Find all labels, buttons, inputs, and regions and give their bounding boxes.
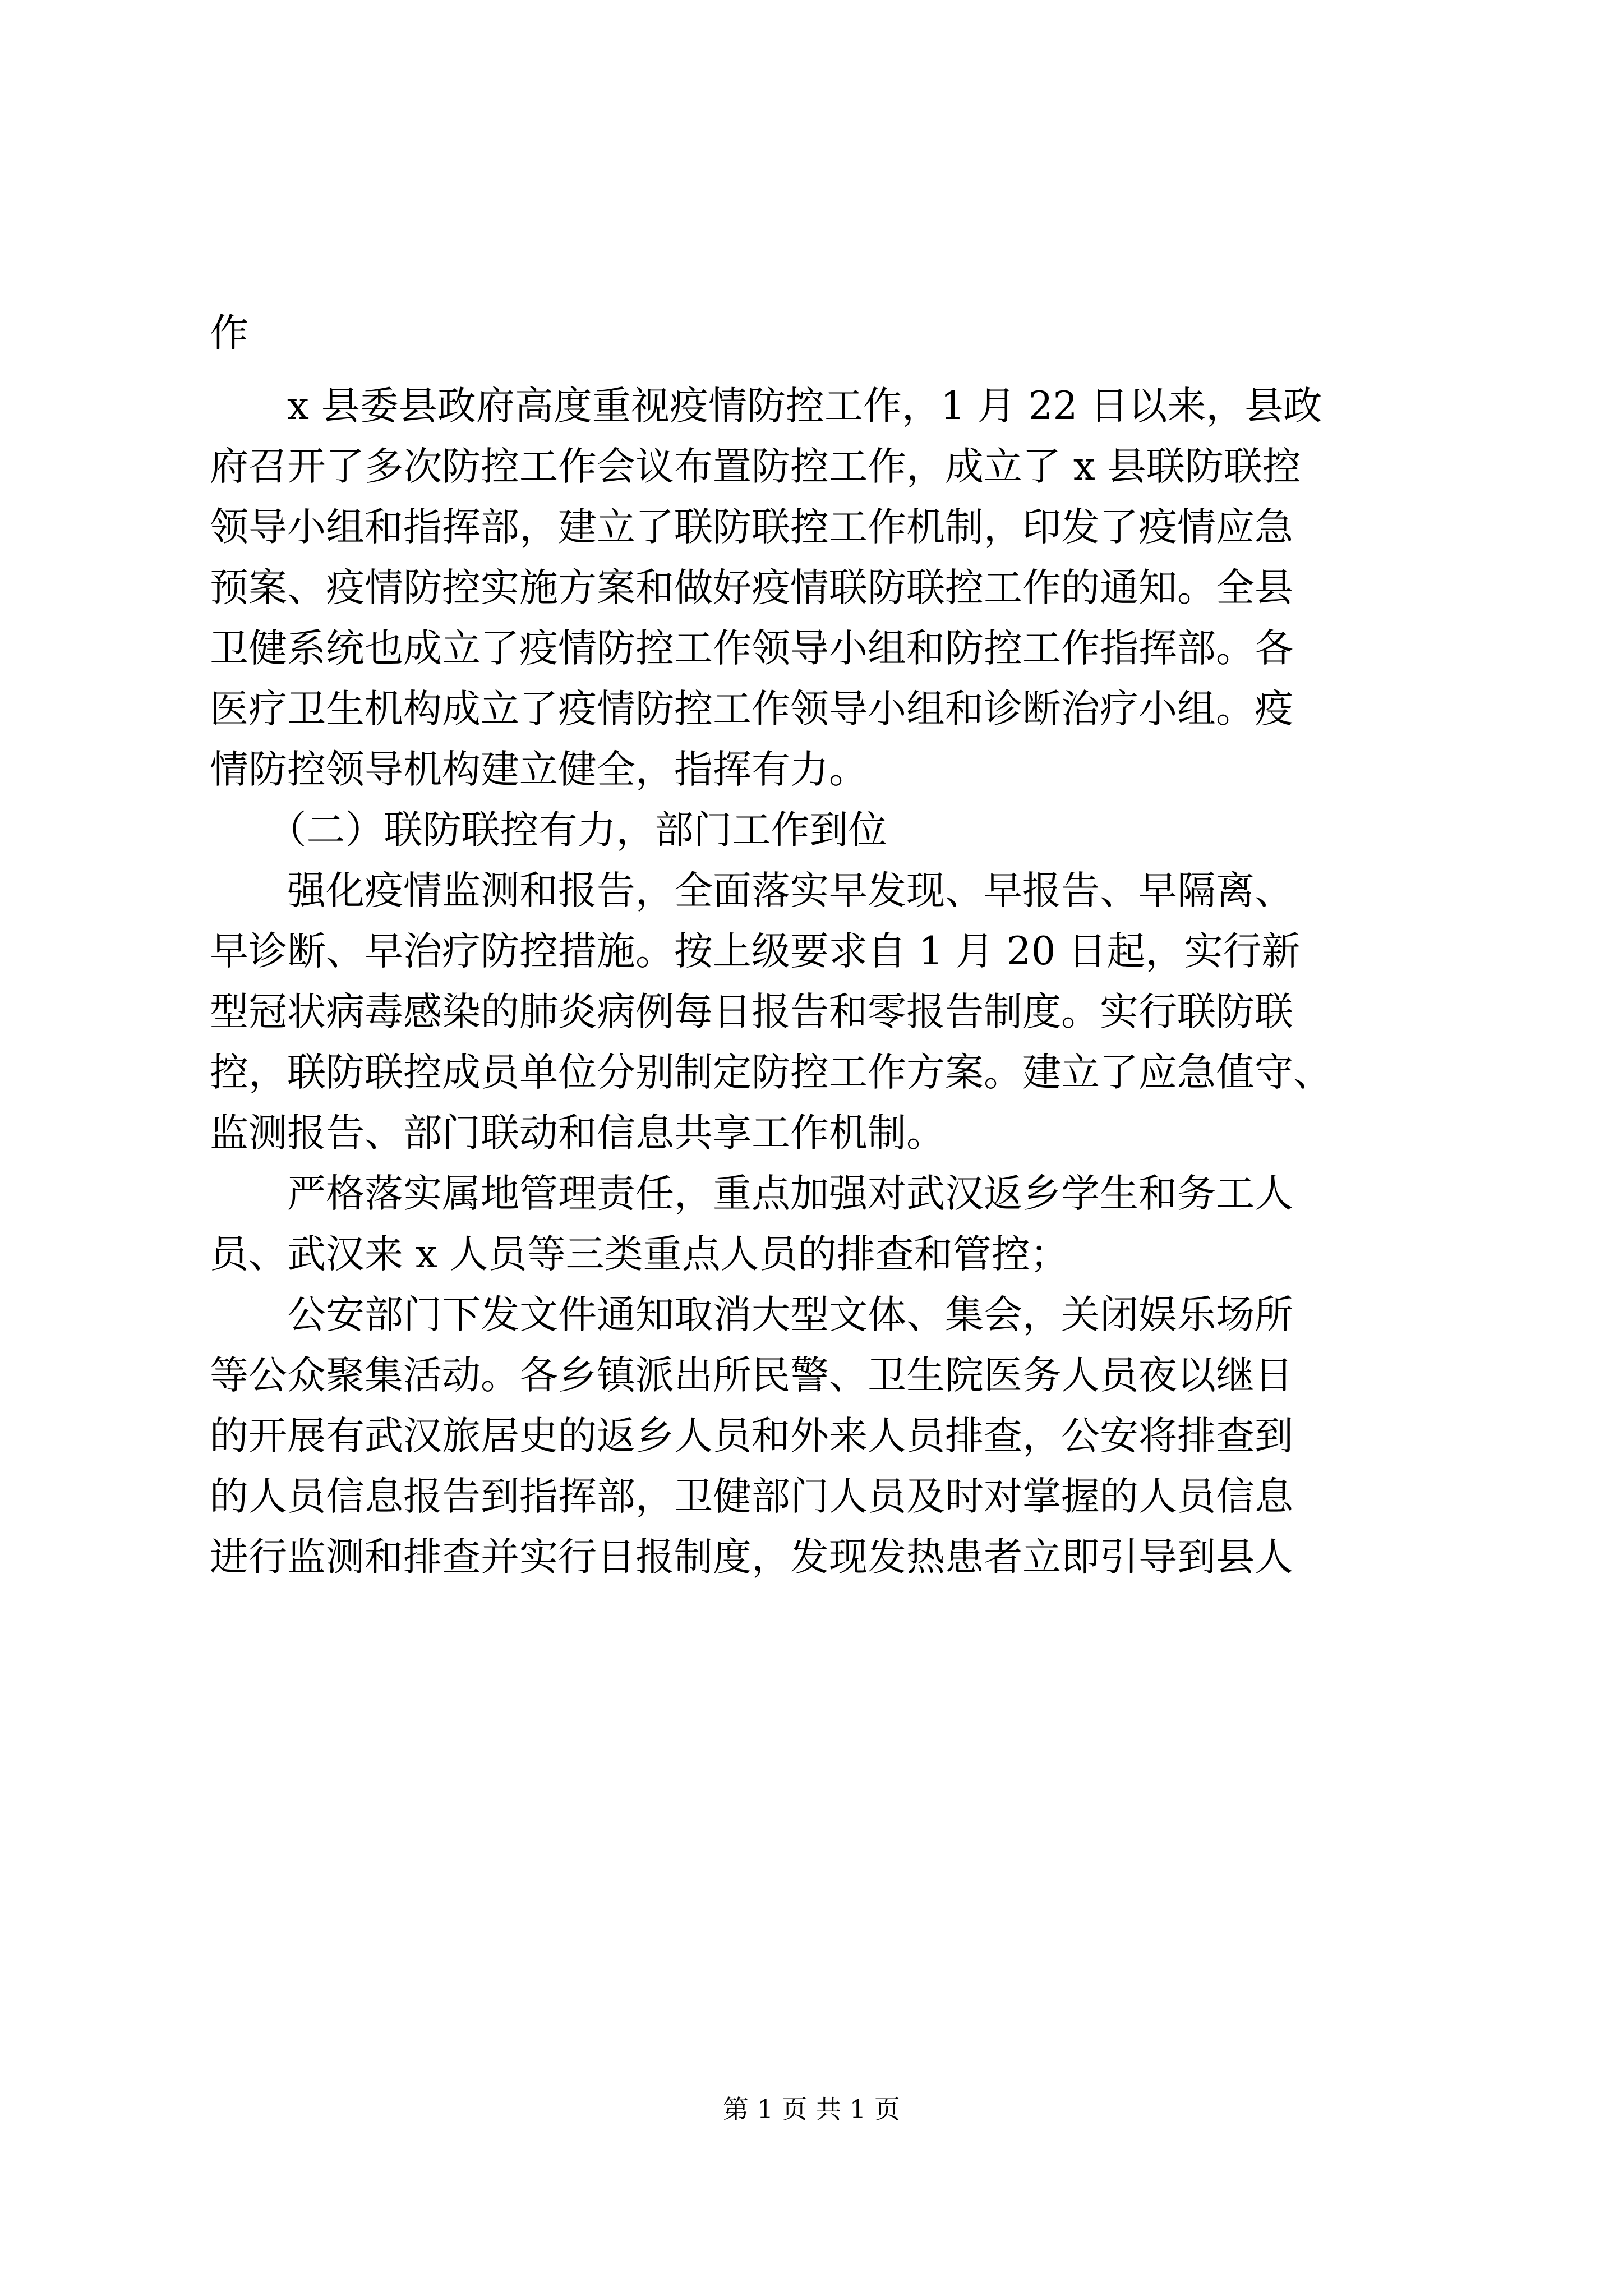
text-line: 强化疫情监测和报告，全面落实早发现、早报告、早隔离、	[210, 868, 1293, 913]
text-line: 控，联防联控成员单位分别制定防控工作方案。建立了应急值守、	[210, 1050, 1332, 1095]
text-line: 领导小组和指挥部，建立了联防联控工作机制，印发了疫情应急	[210, 505, 1293, 550]
text-line: 的人员信息报告到指挥部，卫健部门人员及时对掌握的人员信息	[210, 1474, 1293, 1519]
text-line: 监测报告、部门联动和信息共享工作机制。	[210, 1111, 945, 1156]
text-line: 医疗卫生机构成立了疫情防控工作领导小组和诊断治疗小组。疫	[210, 687, 1293, 731]
text-line: 作	[210, 311, 248, 356]
text-line: 严格落实属地管理责任，重点加强对武汉返乡学生和务工人	[210, 1171, 1293, 1216]
section-heading: （二）联防联控有力，部门工作到位	[210, 808, 887, 853]
text-line: 公安部门下发文件通知取消大型文体、集会，关闭娱乐场所	[210, 1292, 1293, 1337]
text-line: 等公众聚集活动。各乡镇派出所民警、卫生院医务人员夜以继日	[210, 1353, 1293, 1398]
text-line: 早诊断、早治疗防控措施。按上级要求自 1 月 20 日起，实行新	[210, 929, 1301, 974]
text-line: 卫健系统也成立了疫情防控工作领导小组和防控工作指挥部。各	[210, 626, 1293, 671]
text-line: x 县委县政府高度重视疫情防控工作，1 月 22 日以来，县政	[210, 384, 1322, 429]
text-line: 型冠状病毒感染的肺炎病例每日报告和零报告制度。实行联防联	[210, 990, 1293, 1034]
text-line: 情防控领导机构建立健全，指挥有力。	[210, 747, 868, 792]
text-line: 的开展有武汉旅居史的返乡人员和外来人员排查，公安将排查到	[210, 1414, 1293, 1458]
text-line: 进行监测和排查并实行日报制度，发现发热患者立即引导到县人	[210, 1535, 1293, 1580]
page-footer: 第 1 页 共 1 页	[723, 2094, 900, 2124]
text-line: 员、武汉来 x 人员等三类重点人员的排查和管控；	[210, 1232, 1069, 1277]
paragraph-gap	[210, 364, 1415, 376]
text-line: 预案、疫情防控实施方案和做好疫情联防联控工作的通知。全县	[210, 565, 1293, 610]
text-line: 府召开了多次防控工作会议布置防控工作，成立了 x 县联防联控	[210, 444, 1301, 489]
document-body	[210, 303, 1415, 1588]
